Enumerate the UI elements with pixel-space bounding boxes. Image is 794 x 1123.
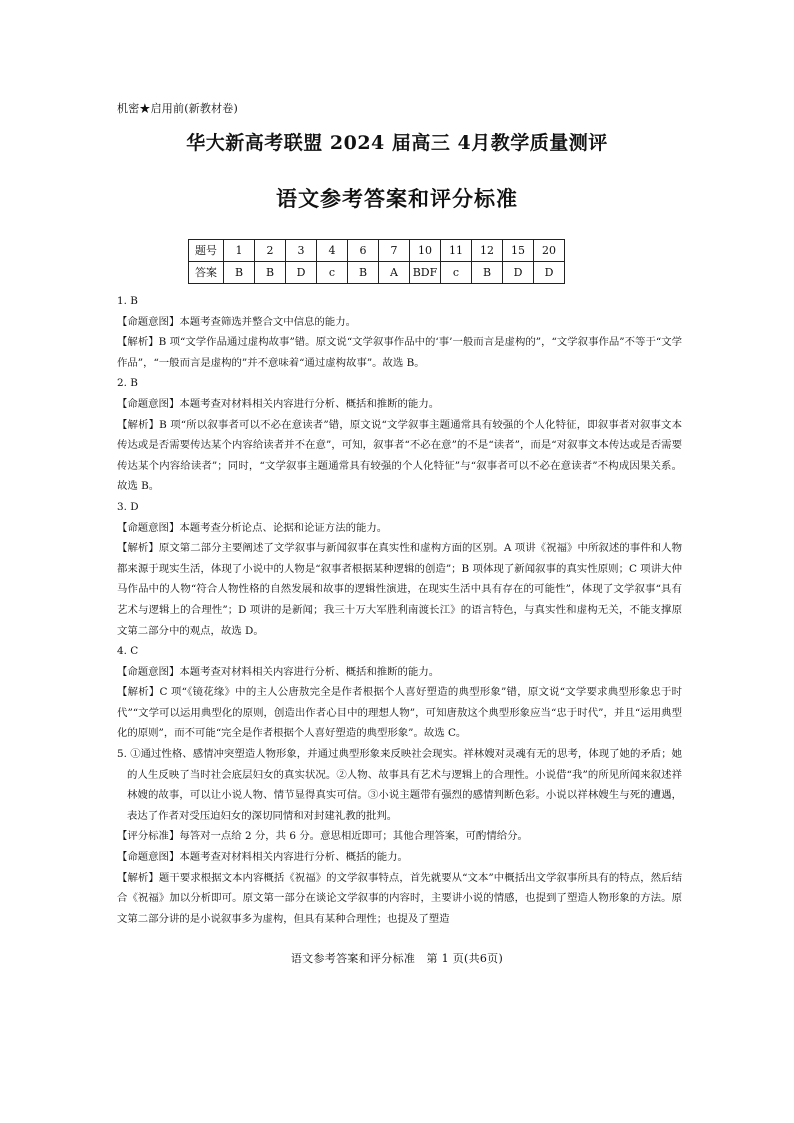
intent-paragraph: 【命题意图】本题考查分析论点、论据和论证方法的能力。 bbox=[117, 521, 388, 534]
answer-cell: D bbox=[534, 262, 565, 284]
question-number: 12 bbox=[472, 240, 503, 262]
analysis-paragraph: 【解析】B 项“所以叙事者可以不必在意读者”错，原文说“文学叙事主题通常具有较强的个人化特征，即叙事者对叙事文本传达或是否需要传达某个内容给读者并不在意”，可知，叙事者“不必在意”的不是“读者”，而是“对叙事文本传达或是否需要传达某个内容给读者”；同时，“文学叙事主题通常具有较强的个人化特征”与“叙事者可以不必在意读者”不构成因果关系。故选 B。 bbox=[117, 418, 682, 493]
scoring-paragraph: 【评分标准】每答对一点给 2 分，共 6 分。意思相近即可；其他合理答案，可酌情给分。 bbox=[117, 830, 528, 843]
question-number: 15 bbox=[503, 240, 534, 262]
question-number: 3 bbox=[286, 240, 317, 262]
answer-cell: c bbox=[317, 262, 348, 284]
analysis-paragraph: 【解析】题干要求根据文本内容概括《祝福》的文学叙事特点，首先就要从“文本”中概括出文学叙事所具有的特点，然后结合《祝福》加以分析即可。原文第一部分在谈论文学叙事的内容时，主要讲小说的情感，也提到了塑造人物形象的方法。原文第二部分讲的是小说叙事多为虚构，但具有某种合理性；也提及了塑造 bbox=[117, 871, 682, 925]
answer-table bbox=[188, 239, 565, 284]
answer-cell: B bbox=[224, 262, 255, 284]
confidential-mark: 机密★启用前(新教材卷) bbox=[117, 102, 238, 115]
analysis-paragraph: 【解析】B 项“文学作品通过虚构故事”错。原文说“文学叙事作品中的‘事’一般而言是虚构的”，“文学叙事作品”不等于“文学作品”，“一般而言是虚构的”并不意味着“通过虚构故事”。故选 B。 bbox=[117, 336, 682, 369]
question-number: 6 bbox=[348, 240, 379, 262]
question-number: 10 bbox=[410, 240, 441, 262]
answer-cell: B bbox=[348, 262, 379, 284]
answer-table-answer-row bbox=[189, 262, 565, 284]
answer-cell: B bbox=[255, 262, 286, 284]
answer-cell: D bbox=[286, 262, 317, 284]
intent-paragraph: 【命题意图】本题考查筛选并整合文中信息的能力。 bbox=[117, 315, 356, 328]
question-number: 1 bbox=[224, 240, 255, 262]
answer-cell: A bbox=[379, 262, 410, 284]
question-heading: 1. B bbox=[117, 295, 138, 307]
intent-paragraph: 【命题意图】本题考查对材料相关内容进行分析、概括和推断的能力。 bbox=[117, 665, 440, 678]
row-label-answer: 答案 bbox=[189, 262, 224, 284]
question-heading: 3. D bbox=[117, 500, 139, 513]
question-heading: 4. C bbox=[117, 645, 139, 658]
analysis-paragraph: 【解析】原文第二部分主要阐述了文学叙事与新闻叙事在真实性和虚构方面的区别。A 项讲《祝福》中所叙述的事件和人物都来源于现实生活，体现了小说中的人物是“叙事者根据某种逻辑的创造”；B 项体现了新闻叙事的真实性原则；C 项讲大仲马作品中的人物“符合人物性格的自然发展和故事的逻辑性演进，在现实生活中具有存在的可能性”，体现了文学叙事“具有艺术与逻辑上的合理性”；D 项讲的是新闻；我三十万大军胜利南渡长江》的语言特色，与真实性和虚构无关，不能支撑原文第二部分中的观点，故选 D。 bbox=[117, 542, 682, 637]
row-label-number: 题号 bbox=[189, 240, 224, 262]
analysis-paragraph: 【解析】C 项“《镜花缘》中的主人公唐敖完全是作者根据个人喜好塑造的典型形象”错，原文说“文学要求典型形象忠于时代”“文学可以运用典型化的原则，创造出作者心目中的理想人物”，可知唐敖这个典型形象应当“忠于时代”，并且“运用典型化的原则”，而不可能“完全是作者根据个人喜好塑造的典型形象”。故选 C。 bbox=[117, 686, 682, 740]
question-number: 20 bbox=[534, 240, 565, 262]
answer-cell: c bbox=[441, 262, 472, 284]
answer-cell: D bbox=[503, 262, 534, 284]
intent-paragraph: 【命题意图】本题考查对材料相关内容进行分析、概括和推断的能力。 bbox=[117, 397, 440, 410]
page-footer: 语文参考答案和评分标准 第 1 页(共6页) bbox=[290, 952, 504, 965]
exam-title: 华大新高考联盟 2024 届高三 4月教学质量测评 bbox=[186, 132, 608, 154]
answer-table-number-row bbox=[189, 240, 565, 262]
question-number: 2 bbox=[255, 240, 286, 262]
answer-cell: B bbox=[472, 262, 503, 284]
answer-explanations bbox=[117, 291, 682, 929]
question-heading: 2. B bbox=[117, 377, 138, 390]
answer-paragraph: 5. ①通过性格、感情冲突塑造人物形象，并通过典型形象来反映社会现实。祥林嫂对灵魂有无的思考，体现了她的矛盾；她的人生反映了当时社会底层妇女的真实状况。②人物、故事具有艺术与逻辑上的合理性。小说借“我”的所见所闻来叙述祥林嫂的故事，可以让小说人物、情节显得真实可信。③小说主题带有强烈的感情判断色彩。小说以祥林嫂生与死的遭遇，表达了作者对受压迫妇女的深切同情和对封建礼教的批判。 bbox=[117, 748, 682, 822]
document-subtitle: 语文参考答案和评分标准 bbox=[276, 186, 518, 211]
answer-cell: BDF bbox=[410, 262, 441, 284]
question-number: 7 bbox=[379, 240, 410, 262]
intent-paragraph: 【命题意图】本题考查对材料相关内容进行分析、概括的能力。 bbox=[117, 851, 408, 864]
question-number: 4 bbox=[317, 240, 348, 262]
question-number: 11 bbox=[441, 240, 472, 262]
